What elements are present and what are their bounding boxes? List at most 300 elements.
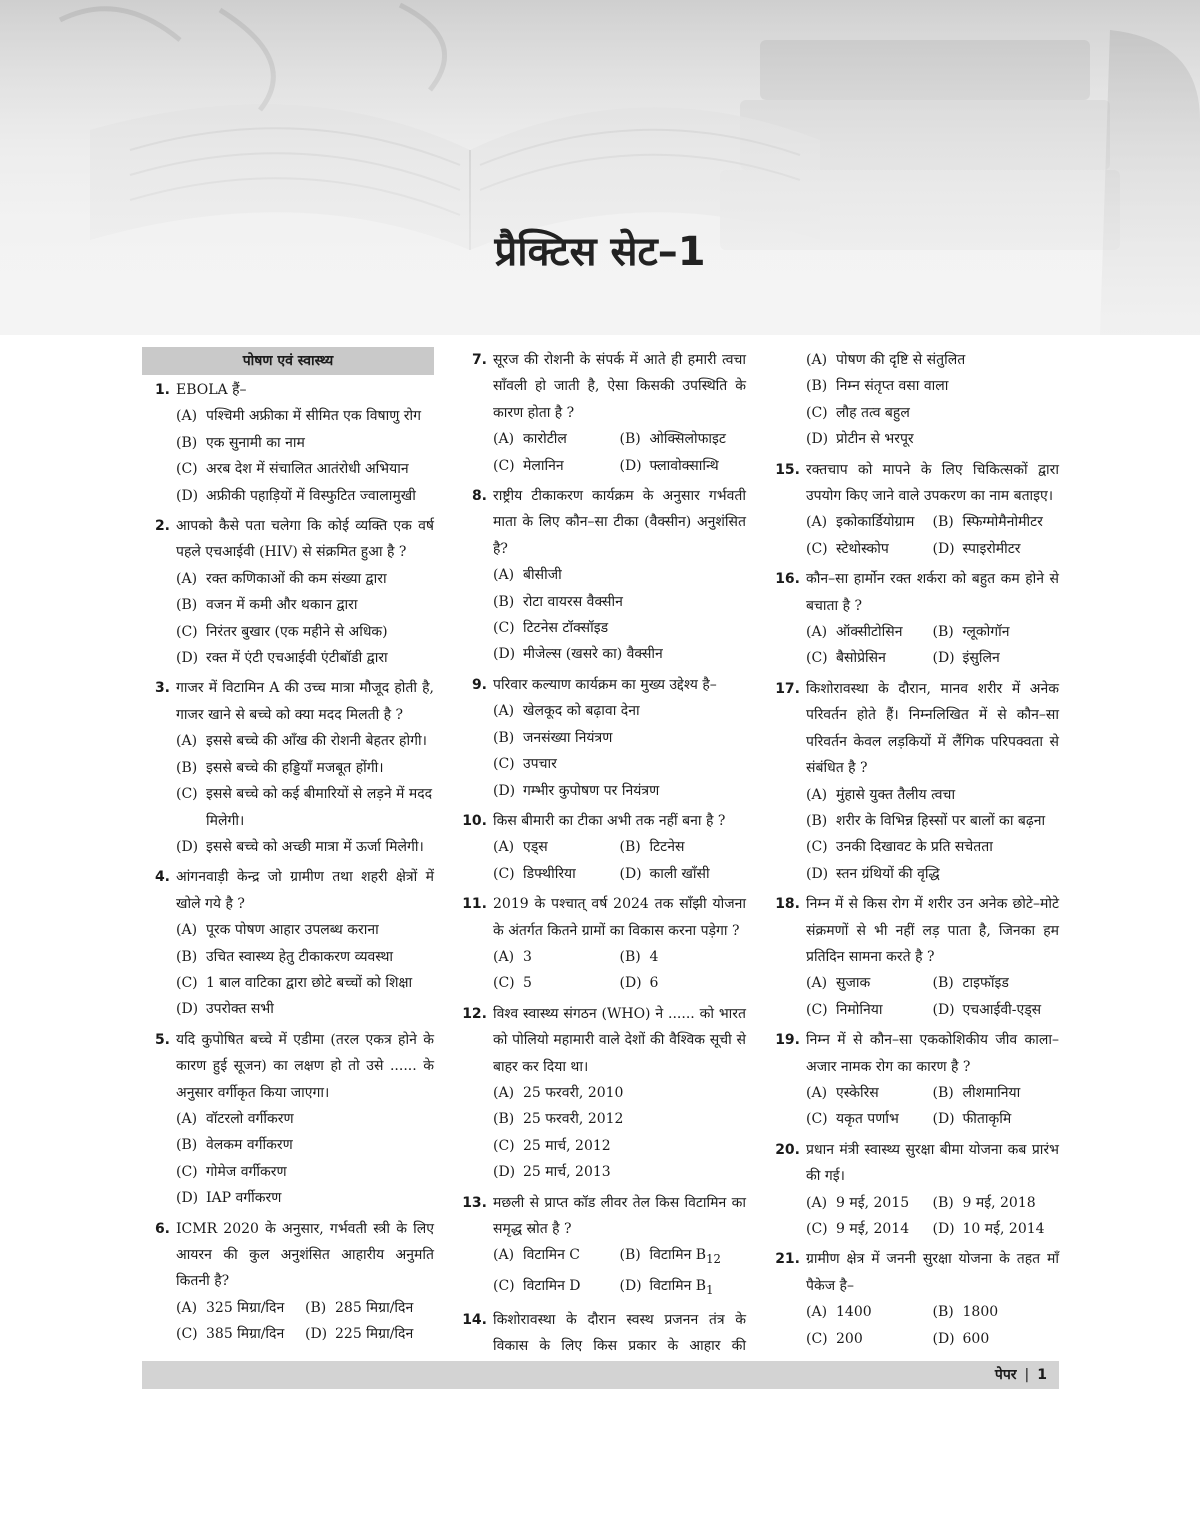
answer-option [806,1326,933,1352]
answer-option [493,1159,746,1185]
option-letter: (C) [176,786,198,803]
column-2 [459,347,746,1390]
option-text-main: सुजाक [836,975,871,992]
option-text [650,861,747,887]
answer-option [620,834,747,860]
answer-option [493,453,620,479]
option-text [523,453,620,479]
option-list [459,944,746,997]
answer-option [176,430,434,456]
option-text-main: काली खाँसी [649,865,710,882]
option-letter: (D) [932,1001,955,1018]
option-text [523,725,746,751]
option-text-main: उपचार [523,756,557,773]
option-letter: (D) [305,1326,328,1343]
answer-option [620,426,747,452]
question-header [459,347,746,426]
option-letter: (B) [176,1137,198,1154]
option-list [772,782,1059,888]
answer-option [176,403,434,429]
option-text [523,861,620,887]
option-text [206,781,434,834]
option-list [772,970,1059,1023]
option-list [772,619,1059,672]
option-letter: (A) [176,1110,198,1127]
option-list [772,347,1059,453]
option-text [523,562,746,588]
option-text-main: निमोनिया [836,1001,883,1018]
option-text-main: जनसंख्या नियंत्रण [523,729,613,746]
option-text-main: 600 [962,1330,990,1347]
question-number: 2. [154,518,170,535]
question-number: 5. [154,1031,170,1048]
answer-option [806,970,933,996]
question-text: ग्रामीण क्षेत्र में जननी सुरक्षा योजना के तहत माँ पैकेज है– [806,1251,1059,1294]
option-text-main: पूरक पोषण आहार उपलब्ध कराना [206,922,379,939]
option-letter: (D) [932,540,955,557]
question-item [772,891,1059,1023]
question-item [772,676,1059,887]
option-list [772,509,1059,562]
option-letter: (C) [176,1163,198,1180]
option-list [459,698,746,804]
question-number: 16. [775,571,800,588]
option-text [206,430,434,456]
answer-option [806,997,933,1023]
answer-option [620,944,747,970]
option-text-main: टाइफॉइड [962,975,1009,992]
option-letter: (A) [806,1194,828,1211]
option-subscript: 12 [706,1252,721,1267]
answer-option [933,1326,1060,1352]
question-header [459,808,746,834]
question-header [142,864,434,917]
answer-option [305,1321,434,1347]
option-letter: (A) [176,733,198,750]
option-letter: (A) [493,703,515,720]
question-item [142,513,434,671]
question-item [772,566,1059,672]
option-list [459,834,746,887]
option-text [963,1106,1060,1132]
question-number: 15. [775,461,800,478]
option-text [206,1159,434,1185]
option-letter: (C) [176,461,198,478]
question-number: 10. [462,812,487,829]
option-letter: (C) [806,650,828,667]
option-text [836,997,933,1023]
option-text [206,728,434,754]
question-text: प्रधान मंत्री स्वास्थ्य सुरक्षा बीमा योजना कब प्रारंभ की गई। [806,1141,1059,1185]
answer-option [933,509,1060,535]
option-text [206,917,434,943]
question-header [772,1246,1059,1299]
option-text [523,778,746,804]
question-number: 13. [462,1194,487,1211]
option-letter: (B) [932,624,954,641]
answer-option [176,781,434,834]
question-number: 12. [462,1005,487,1022]
option-letter: (D) [176,487,199,504]
option-text [836,536,933,562]
option-text [836,1216,933,1242]
option-text-main: फीताकृमि [962,1111,1012,1128]
option-text-main: 325 मिग्रा/दिन [206,1299,285,1316]
option-text-main: स्तन ग्रंथियों की वृद्धि [836,865,940,882]
question-number: 20. [775,1141,800,1158]
option-letter: (B) [932,1084,954,1101]
option-text [650,970,747,996]
option-text-main: इससे बच्चे को कई बीमारियों से लड़ने में मदद मिलेगी। [206,786,433,829]
option-text [206,1295,305,1321]
option-letter: (B) [619,431,641,448]
question-header [459,1001,746,1080]
answer-option [176,728,434,754]
option-letter: (A) [806,514,828,531]
option-text-main: वॉटरलो वर्गीकरण [206,1110,294,1127]
option-text-main: गम्भीर कुपोषण पर नियंत्रण [523,782,660,799]
option-list [142,566,434,672]
option-text [523,1106,746,1132]
option-letter: (A) [493,1084,515,1101]
option-letter: (C) [493,865,515,882]
option-text-main: उनकी दिखावट के प्रति सचेतता [836,839,993,856]
option-text-main: बीसीजी [523,567,562,584]
option-text-main: एक सुनामी का नाम [206,434,305,451]
option-text-main: निम्न संतृप्त वसा वाला [836,378,949,395]
option-letter: (D) [176,1190,199,1207]
option-letter: (D) [932,1330,955,1347]
books-background-illustration [0,0,1200,335]
answer-option [493,641,746,667]
option-text [206,1106,434,1132]
answer-option [933,1080,1060,1106]
option-text [206,755,434,781]
option-text [206,1321,305,1347]
option-text-main: विटामिन D [523,1277,581,1294]
option-letter: (D) [932,1221,955,1237]
option-text-main: फ्लावोक्सान्थि [649,457,719,474]
answer-option [176,755,434,781]
question-list-col-3 [772,347,1059,1352]
answer-option [176,456,434,482]
question-text: सूरज की रोशनी के संपर्क में आते ही हमारी त्वचा साँवली हो जाती है, ऐसा किसकी उपस्थिति के कारण होता है ? [493,352,746,421]
question-item [142,377,434,509]
answer-option [806,808,1059,834]
question-header [459,483,746,562]
option-text [836,834,1059,860]
option-list [142,728,434,860]
option-list [459,426,746,479]
option-letter: (D) [493,782,516,799]
answer-option [806,861,1059,887]
option-text [206,592,434,618]
option-letter: (C) [806,1221,828,1237]
question-text: EBOLA हैं– [176,382,247,398]
answer-option [933,645,1060,671]
option-letter: (A) [493,948,515,965]
option-text-main: डिफ्थीरिया [523,865,576,882]
answer-option [176,1106,434,1132]
option-text [963,509,1060,535]
option-text-main: प्रोटीन से भरपूर [836,431,914,448]
answer-option [620,453,747,479]
option-text [206,944,434,970]
option-letter: (A) [806,975,828,992]
option-text [963,645,1060,671]
option-text-main: 25 मार्च, 2012 [523,1137,611,1154]
question-list-col-1 [142,377,434,1348]
option-letter: (D) [493,1164,516,1181]
option-list [459,562,746,668]
option-letter: (A) [806,1304,828,1321]
option-list [142,403,434,509]
question-item [459,1190,746,1303]
option-letter: (C) [493,1277,515,1294]
option-text-main: 9 मई, 2014 [836,1221,910,1237]
option-text-main: 9 मई, 2015 [836,1194,910,1211]
option-text-main: स्फिग्मोमैनोमीटर [962,514,1043,531]
option-list [142,1295,434,1348]
option-text-main: इससे बच्चे की आँख की रोशनी बेहतर होगी। [206,733,427,750]
option-letter: (C) [176,974,198,991]
question-text: विश्व स्वास्थ्य संगठन (WHO) ने ...... को भारत को पोलियो महामारी वाले देशों की वैश्विक सूची से बाहर कर दिया था। [493,1005,746,1075]
option-letter: (A) [493,1247,515,1264]
answer-option [806,834,1059,860]
option-text-main: इंसुलिन [962,650,1000,667]
question-text: निम्न में से किस रोग में शरीर उन अनेक छोटे–मोटे संक्रमणों से भी नहीं लड़ पाता है, जिनका हम प्रतिदिन सामना करते है ? [806,896,1059,965]
question-item [772,1137,1059,1243]
question-text: मछली से प्राप्त कॉड लीवर तेल किस विटामिन का समृद्ध स्रोत है ? [493,1194,746,1237]
question-text: आपको कैसे पता चलेगा कि कोई व्यक्ति एक वर्ष पहले एचआईवी (HIV) से संक्रमित हुआ है ? [176,518,434,561]
question-text: किशोरावस्था के दौरान स्वस्थ प्रजनन तंत्र के विकास के लिए किस प्रकार के आहार की [493,1311,746,1355]
answer-option [493,778,746,804]
answer-option [806,645,933,671]
option-list [459,1080,746,1186]
option-text-main: विटामिन C [523,1247,581,1264]
answer-option [806,1299,933,1325]
answer-option [493,725,746,751]
question-header [772,1027,1059,1080]
question-header [772,676,1059,782]
option-text [836,426,1059,452]
option-text-main: स्टेथोस्कोप [836,540,889,557]
answer-option [493,944,620,970]
option-text-main: खेलकूद को बढ़ावा देना [523,703,640,720]
question-text: 2019 के पश्चात् वर्ष 2024 तक साँझी योजना के अंतर्गत कितने ग्रामों का विकास करना पड़ेगा ? [493,896,746,939]
option-letter: (A) [493,839,515,856]
answer-option [176,483,434,509]
option-text-main: 225 मिग्रा/दिन [335,1326,414,1343]
option-text-main: 285 मिग्रा/दिन [335,1299,414,1316]
question-item [459,483,746,668]
question-text: ICMR 2020 के अनुसार, गर्भवती स्त्री के लिए आयरन की कुल अनुशंसित आहारीय अनुमति कितनी है? [176,1220,434,1290]
option-letter: (C) [176,1326,198,1343]
header-banner [0,0,1200,335]
option-text-main: शरीर के विभिन्न हिस्सों पर बालों का बढ़ना [836,812,1046,829]
option-text-main: रक्त कणिकाओं की कम संख्या द्वारा [206,570,387,587]
question-number: 1. [154,382,170,398]
option-text-main: पोषण की दृष्टि से संतुलित [836,352,966,368]
option-text [963,970,1060,996]
option-letter: (A) [176,408,198,425]
option-letter: (C) [493,1137,515,1154]
option-letter: (B) [932,975,954,992]
answer-option [176,944,434,970]
option-letter: (A) [806,624,828,641]
option-text [523,970,620,996]
answer-option [176,1295,305,1321]
option-text [523,1080,746,1106]
option-letter: (D) [176,1001,199,1018]
answer-option [176,996,434,1022]
option-letter: (D) [932,650,955,667]
answer-option [176,1185,434,1211]
question-number: 7. [471,352,487,368]
option-text-main: विटामिन B [649,1247,707,1264]
question-item [772,347,1059,453]
option-text-main: 1 बाल वाटिका द्वारा छोटे बच्चों को शिक्षा [206,974,413,991]
option-text-main: कारोटील [523,431,567,448]
option-letter: (C) [493,457,515,474]
option-text [523,1242,620,1272]
answer-option [933,1106,1060,1132]
option-text [206,970,434,996]
option-text [836,400,1059,426]
answer-option [493,1133,746,1159]
question-number: 17. [775,680,800,697]
option-text-main: इकोकार्डियोग्राम [836,514,915,531]
answer-option [806,400,1059,426]
answer-option [493,698,746,724]
option-list [142,917,434,1023]
option-text-main: एस्केरिस [836,1084,879,1101]
question-header [459,1190,746,1243]
option-text [206,456,434,482]
option-text-main: वेलकम वर्गीकरण [206,1137,293,1154]
option-letter: (B) [932,514,954,531]
option-text [335,1295,434,1321]
section-heading: पोषण एवं स्वास्थ्य [142,347,434,375]
option-text [836,861,1059,887]
answer-option [493,970,620,996]
option-letter: (A) [176,1299,198,1316]
option-letter: (B) [493,1111,515,1128]
option-text [963,1080,1060,1106]
option-letter: (A) [806,1084,828,1101]
option-text [335,1321,434,1347]
answer-option [933,1190,1060,1216]
question-item [459,672,746,804]
answer-option [806,347,1059,373]
page-number: 1 [1037,1367,1047,1383]
option-text-main: लीशमानिया [962,1084,1021,1101]
option-letter: (C) [806,404,828,421]
question-header [142,675,434,728]
option-text [963,997,1060,1023]
footer-divider: | [1024,1367,1030,1383]
option-text-main: 5 [523,975,532,992]
answer-option [493,615,746,641]
option-letter: (D) [932,1111,955,1128]
answer-option [493,1080,746,1106]
option-letter: (D) [806,865,829,882]
question-number: 9. [471,676,487,693]
option-letter: (C) [806,540,828,557]
option-text-main: गोमेज वर्गीकरण [206,1163,287,1180]
option-letter: (D) [619,975,642,992]
answer-option [176,566,434,592]
option-text [963,536,1060,562]
question-text: गाजर में विटामिन A की उच्च मात्रा मौजूद होती है, गाजर खाने से बच्चे को क्या मदद मिलती है ? [176,680,434,723]
answer-option [806,426,1059,452]
option-text [523,641,746,667]
answer-option [176,1132,434,1158]
answer-option [933,997,1060,1023]
answer-option [806,536,933,562]
question-header [772,1137,1059,1190]
option-text [650,1273,747,1303]
option-letter: (B) [176,948,198,965]
answer-option [493,861,620,887]
option-text [963,1216,1060,1242]
option-text [206,483,434,509]
option-list [772,1080,1059,1133]
question-text: किशोरावस्था के दौरान, मानव शरीर में अनेक परिवर्तन होते हैं। निम्नलिखित में से कौन–सा परिवर्तन केवल लड़कियों में लैंगिक परिपक्वता से संबंधित है ? [806,680,1059,777]
option-text-main: 1800 [962,1304,999,1321]
question-item [142,1027,434,1212]
option-text [963,1299,1060,1325]
question-header [772,891,1059,970]
option-letter: (B) [806,812,828,829]
question-header [142,377,434,403]
option-text-main: मुंहासे युक्त तैलीय त्वचा [836,786,956,803]
option-letter: (C) [806,1111,828,1128]
page-footer [142,1361,1059,1389]
answer-option [176,1321,305,1347]
question-number: 18. [775,896,800,913]
option-text-main: वजन में कमी और थकान द्वारा [206,597,358,614]
question-header [459,891,746,944]
option-text [963,1190,1060,1216]
option-letter: (A) [806,786,828,803]
option-text-main: यकृत पर्णाभ [836,1111,899,1128]
option-text-main: एचआईवी-एड्स [962,1001,1042,1018]
option-letter: (A) [806,352,828,368]
option-text-main: विटामिन B [649,1277,707,1294]
option-text-main: बैसोप्रेसिन [836,650,886,667]
page-title: प्रैक्टिस सेट–1 [494,229,706,275]
option-letter: (B) [176,759,198,776]
question-text: राष्ट्रीय टीकाकरण कार्यक्रम के अनुसार गर्भवती माता के लिए कौन–सा टीका (वैक्सीन) अनुशंसित है? [493,488,746,557]
question-text: कौन–सा हार्मोन रक्त शर्करा को बहुत कम होने से बचाता है ? [806,571,1059,614]
column-3 [772,347,1059,1356]
option-letter: (C) [806,1001,828,1018]
option-text [650,834,747,860]
option-text [206,996,434,1022]
option-text-main: 4 [649,948,659,965]
question-number: 3. [154,680,170,697]
footer-page-label [995,1361,1047,1389]
option-letter: (A) [493,431,515,448]
option-text-main: रक्त में एंटी एचआईवी एंटीबॉडी द्वारा [206,650,388,667]
answer-option [493,589,746,615]
option-text-main: 25 फरवरी, 2012 [523,1111,624,1128]
answer-option [806,1190,933,1216]
option-text [836,619,933,645]
option-text [836,347,1059,373]
option-letter: (A) [493,567,515,584]
